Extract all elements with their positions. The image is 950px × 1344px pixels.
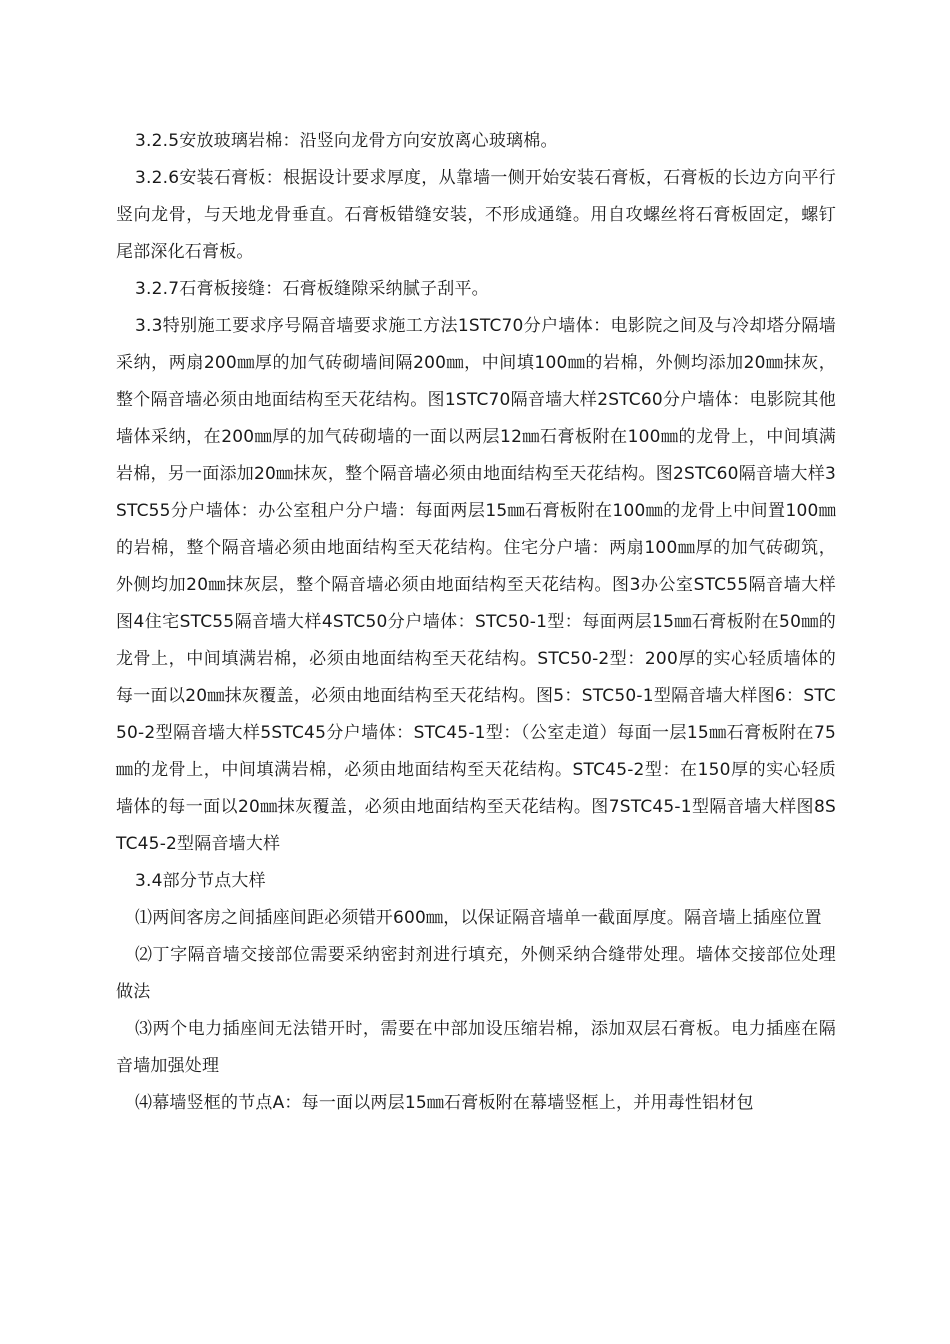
node-detail-item-2: ⑵丁字隔音墙交接部位需要采纳密封剂进行填充，外侧采纳合缝带处理。墙体交接部位处理做法: [116, 945, 836, 1002]
document-body: [116, 123, 836, 1122]
node-detail-item-4: ⑷幕墙竖框的节点A：每一面以两层15㎜石膏板附在幕墙竖框上，并用毒性铝材包: [135, 1093, 754, 1113]
section-3-3-paragraph: 3.3特别施工要求序号隔音墙要求施工方法1STC70分户墙体：电影院之间及与冷却塔分隔墙采纳，两扇200㎜厚的加气砖砌墙间隔200㎜，中间填100㎜的岩棉，外侧均添加20㎜抹灰，整个隔音墙必须由地面结构至天花结构。图1STC70隔音墙大样2STC60分户墙体：电影院其他墙体采纳，在200㎜厚的加气砖砌墙的一面以两层12㎜石膏板附在100㎜的龙骨上，中间填满岩棉，另一面添加20㎜抹灰，整个隔音墙必须由地面结构至天花结构。图2STC60隔音墙大样3STC55分户墙体：办公室租户分户墙：每面两层15㎜石膏板附在100㎜的龙骨上中间置100㎜的岩棉，整个隔音墙必须由地面结构至天花结构。住宅分户墙：两扇100㎜厚的加气砖砌筑，外侧均加20㎜抹灰层，整个隔音墙必须由地面结构至天花结构。图3办公室STC55隔音墙大样图4住宅STC55隔音墙大样4STC50分户墙体：STC50-1型：每面两层15㎜石膏板附在50㎜的龙骨上，中间填满岩棉，必须由地面结构至天花结构。STC50-2型：200厚的实心轻质墙体的每一面以20㎜抹灰覆盖，必须由地面结构至天花结构。图5：STC50-1型隔音墙大样图6：STC50-2型隔音墙大样5STC45分户墙体：STC45-1型：（公室走道）每面一层15㎜石膏板附在75㎜的龙骨上，中间填满岩棉，必须由地面结构至天花结构。STC45-2型：在150厚的实心轻质墙体的每一面以20㎜抹灰覆盖，必须由地面结构至天花结构。图7STC45-1型隔音墙大样图8STC45-2型隔音墙大样: [116, 316, 836, 854]
section-3-4-heading: 3.4部分节点大样: [135, 871, 266, 891]
node-detail-item-1: ⑴两间客房之间插座间距必须错开600㎜，以保证隔音墙单一截面厚度。隔音墙上插座位置: [135, 908, 822, 928]
node-detail-item-3: ⑶两个电力插座间无法错开时，需要在中部加设压缩岩棉，添加双层石膏板。电力插座在隔音墙加强处理: [116, 1019, 836, 1076]
section-3-2-7-paragraph: 3.2.7石膏板接缝：石膏板缝隙采纳腻子刮平。: [135, 279, 489, 299]
section-3-2-6-paragraph: 3.2.6安装石膏板：根据设计要求厚度，从靠墙一侧开始安装石膏板，石膏板的长边方向平行竖向龙骨，与天地龙骨垂直。石膏板错缝安装，不形成通缝。用自攻螺丝将石膏板固定，螺钉尾部深化石膏板。: [116, 168, 836, 262]
section-3-2-5-paragraph: 3.2.5安放玻璃岩棉：沿竖向龙骨方向安放离心玻璃棉。: [135, 131, 558, 151]
